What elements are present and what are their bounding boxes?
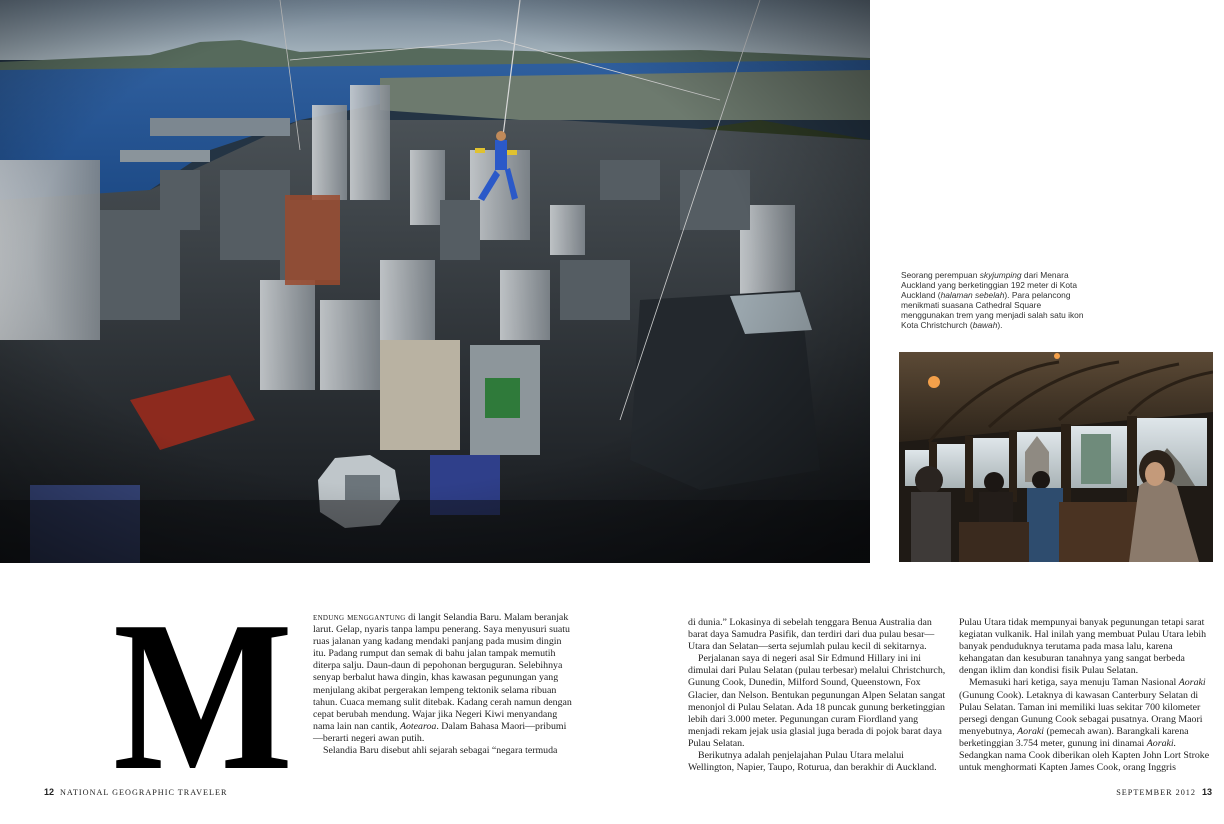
- auckland-city-aerial-image: [0, 0, 870, 563]
- paragraph-text: (Gunung Cook). Letaknya di kawasan Canterbury Selatan di Pulau Selatan. Taman ini memiliki luas sekitar 700 kilometer persegi dengan Gunung Cook sebagai pusatnya. Orang Maori menyebutnya,: [959, 689, 1203, 737]
- paragraph-italic: Aoraki.: [1146, 737, 1177, 749]
- folio-right: [1116, 787, 1212, 797]
- paragraph: [959, 677, 1215, 774]
- caption-italic: halaman sebelah: [940, 290, 1005, 300]
- page-number-left: 12: [44, 787, 55, 797]
- drop-cap: [112, 610, 294, 780]
- article-column-3: [959, 617, 1215, 774]
- paragraph: [313, 612, 575, 745]
- lead-in-smallcaps: endung menggantung: [313, 612, 406, 623]
- caption-italic: bawah: [972, 320, 998, 330]
- photo-caption: [901, 270, 1091, 330]
- caption-text: dari Menara Auckland yang berketinggian 192 meter di Kota Auckland (: [901, 270, 1077, 300]
- paragraph-text: Memasuki hari ketiga, saya menuju Taman Nasional: [969, 677, 1179, 689]
- magazine-name: NATIONAL GEOGRAPHIC TRAVELER: [60, 788, 228, 797]
- paragraph: Perjalanan saya di negeri asal Sir Edmund Hillary ini ini dimulai dari Pulau Selatan (pulau terbesar) melalui Christchurch, Gunung Cook, Dunedin, Milford Sound, Queenstown, Fox Glacier, dan Nelson. Bentukan pegunungan Alpen Selatan sangat menonjol di Pulau Selatan. Ada 18 puncak gunung berketinggian lebih dari 3.000 meter. Pegunungan curam Fiordland yang menjadi rekam jejak usia glasial juga berada di pojok barat daya Pulau Selatan.: [688, 653, 946, 749]
- paragraph-italic: Aoraki: [1178, 677, 1206, 689]
- paragraph-text: Sedangkan nama Cook diberikan oleh Kapten John Lort Stroke untuk menghormati Kapten James Cook, orang Inggris: [959, 750, 1210, 774]
- christchurch-tram-image: [899, 352, 1213, 562]
- issue-date: SEPTEMBER 2012: [1116, 788, 1196, 797]
- paragraph-italic: Aoraki: [1017, 725, 1045, 737]
- paragraph: Selandia Baru disebut ahli sejarah sebagai “negara termuda: [323, 745, 558, 757]
- paragraph-italic: Aotearoa: [399, 720, 437, 732]
- caption-text: ).: [997, 320, 1003, 330]
- paragraph: Pulau Utara tidak mempunyai banyak pegunungan tetapi sarat kegiatan vulkanik. Hal inilah yang membuat Pulau Utara lebih banyak penduduknya terutama pada masa lalu, karena kehangatan dan kesuburan tanahnya yang sangat berbeda dengan iklim dan kondisi fisik Pulau Selatan.: [959, 617, 1207, 677]
- main-photo-auckland-skyjump: [0, 0, 870, 563]
- paragraph-text: di langit Selandia Baru. Malam beranjak larut. Gelap, nyaris tanpa lampu penerang. Saya menyusuri suatu ruas jalanan yang kadang mendaki panjang pada musim dingin itu. Padang rumput dan semak di bahu jalan tampak memutih diterpa salju. Daun-daun di pepohonan berguguran. Selebihnya senyap berbalut hawa dingin, khas kawasan pegunungan yang menjulang akibat pergerakan lempeng tektonik selama ribuan tahun. Cuaca memang sulit ditebak. Kadang cerah namun dengan cepat berubah mendung. Wajar jika Negeri Kiwi menyandang nama lain nan cantik,: [313, 612, 572, 732]
- caption-text: Seorang perempuan: [901, 270, 980, 280]
- paragraph-text: (pemecah awan). Barangkali karena berketinggian 3.754 meter, gunung ini dinamai: [959, 725, 1189, 749]
- caption-italic: skyjumping: [979, 270, 1022, 280]
- paragraph-text: . Dalam Bahasa Maori—pribumi—berarti negeri awan putih.: [313, 720, 567, 744]
- article-column-2: [688, 617, 946, 774]
- drop-cap-letter: M: [113, 610, 293, 780]
- caption-text: ). Para pelancong menikmati suasana Cathedral Square menggunakan trem yang menjadi salah satu ikon Kota Christchurch (: [901, 290, 1084, 330]
- folio-left: [44, 787, 228, 797]
- page-number-right: 13: [1201, 787, 1212, 797]
- tram-interior-photo: [899, 352, 1213, 562]
- drop-cap-m-glyph: [112, 610, 294, 780]
- paragraph: di dunia.” Lokasinya di sebelah tenggara Benua Australia dan barat daya Samudra Pasifik, dan terdiri dari dua pulau besar—Utara dan Selatan—serta sejumlah pulau kecil di sekitarnya.: [688, 617, 935, 653]
- paragraph: Berikutnya adalah penjelajahan Pulau Utara melalui Wellington, Napier, Taupo, Roturua, dan berakhir di Auckland.: [688, 750, 937, 774]
- article-column-1: [313, 612, 575, 757]
